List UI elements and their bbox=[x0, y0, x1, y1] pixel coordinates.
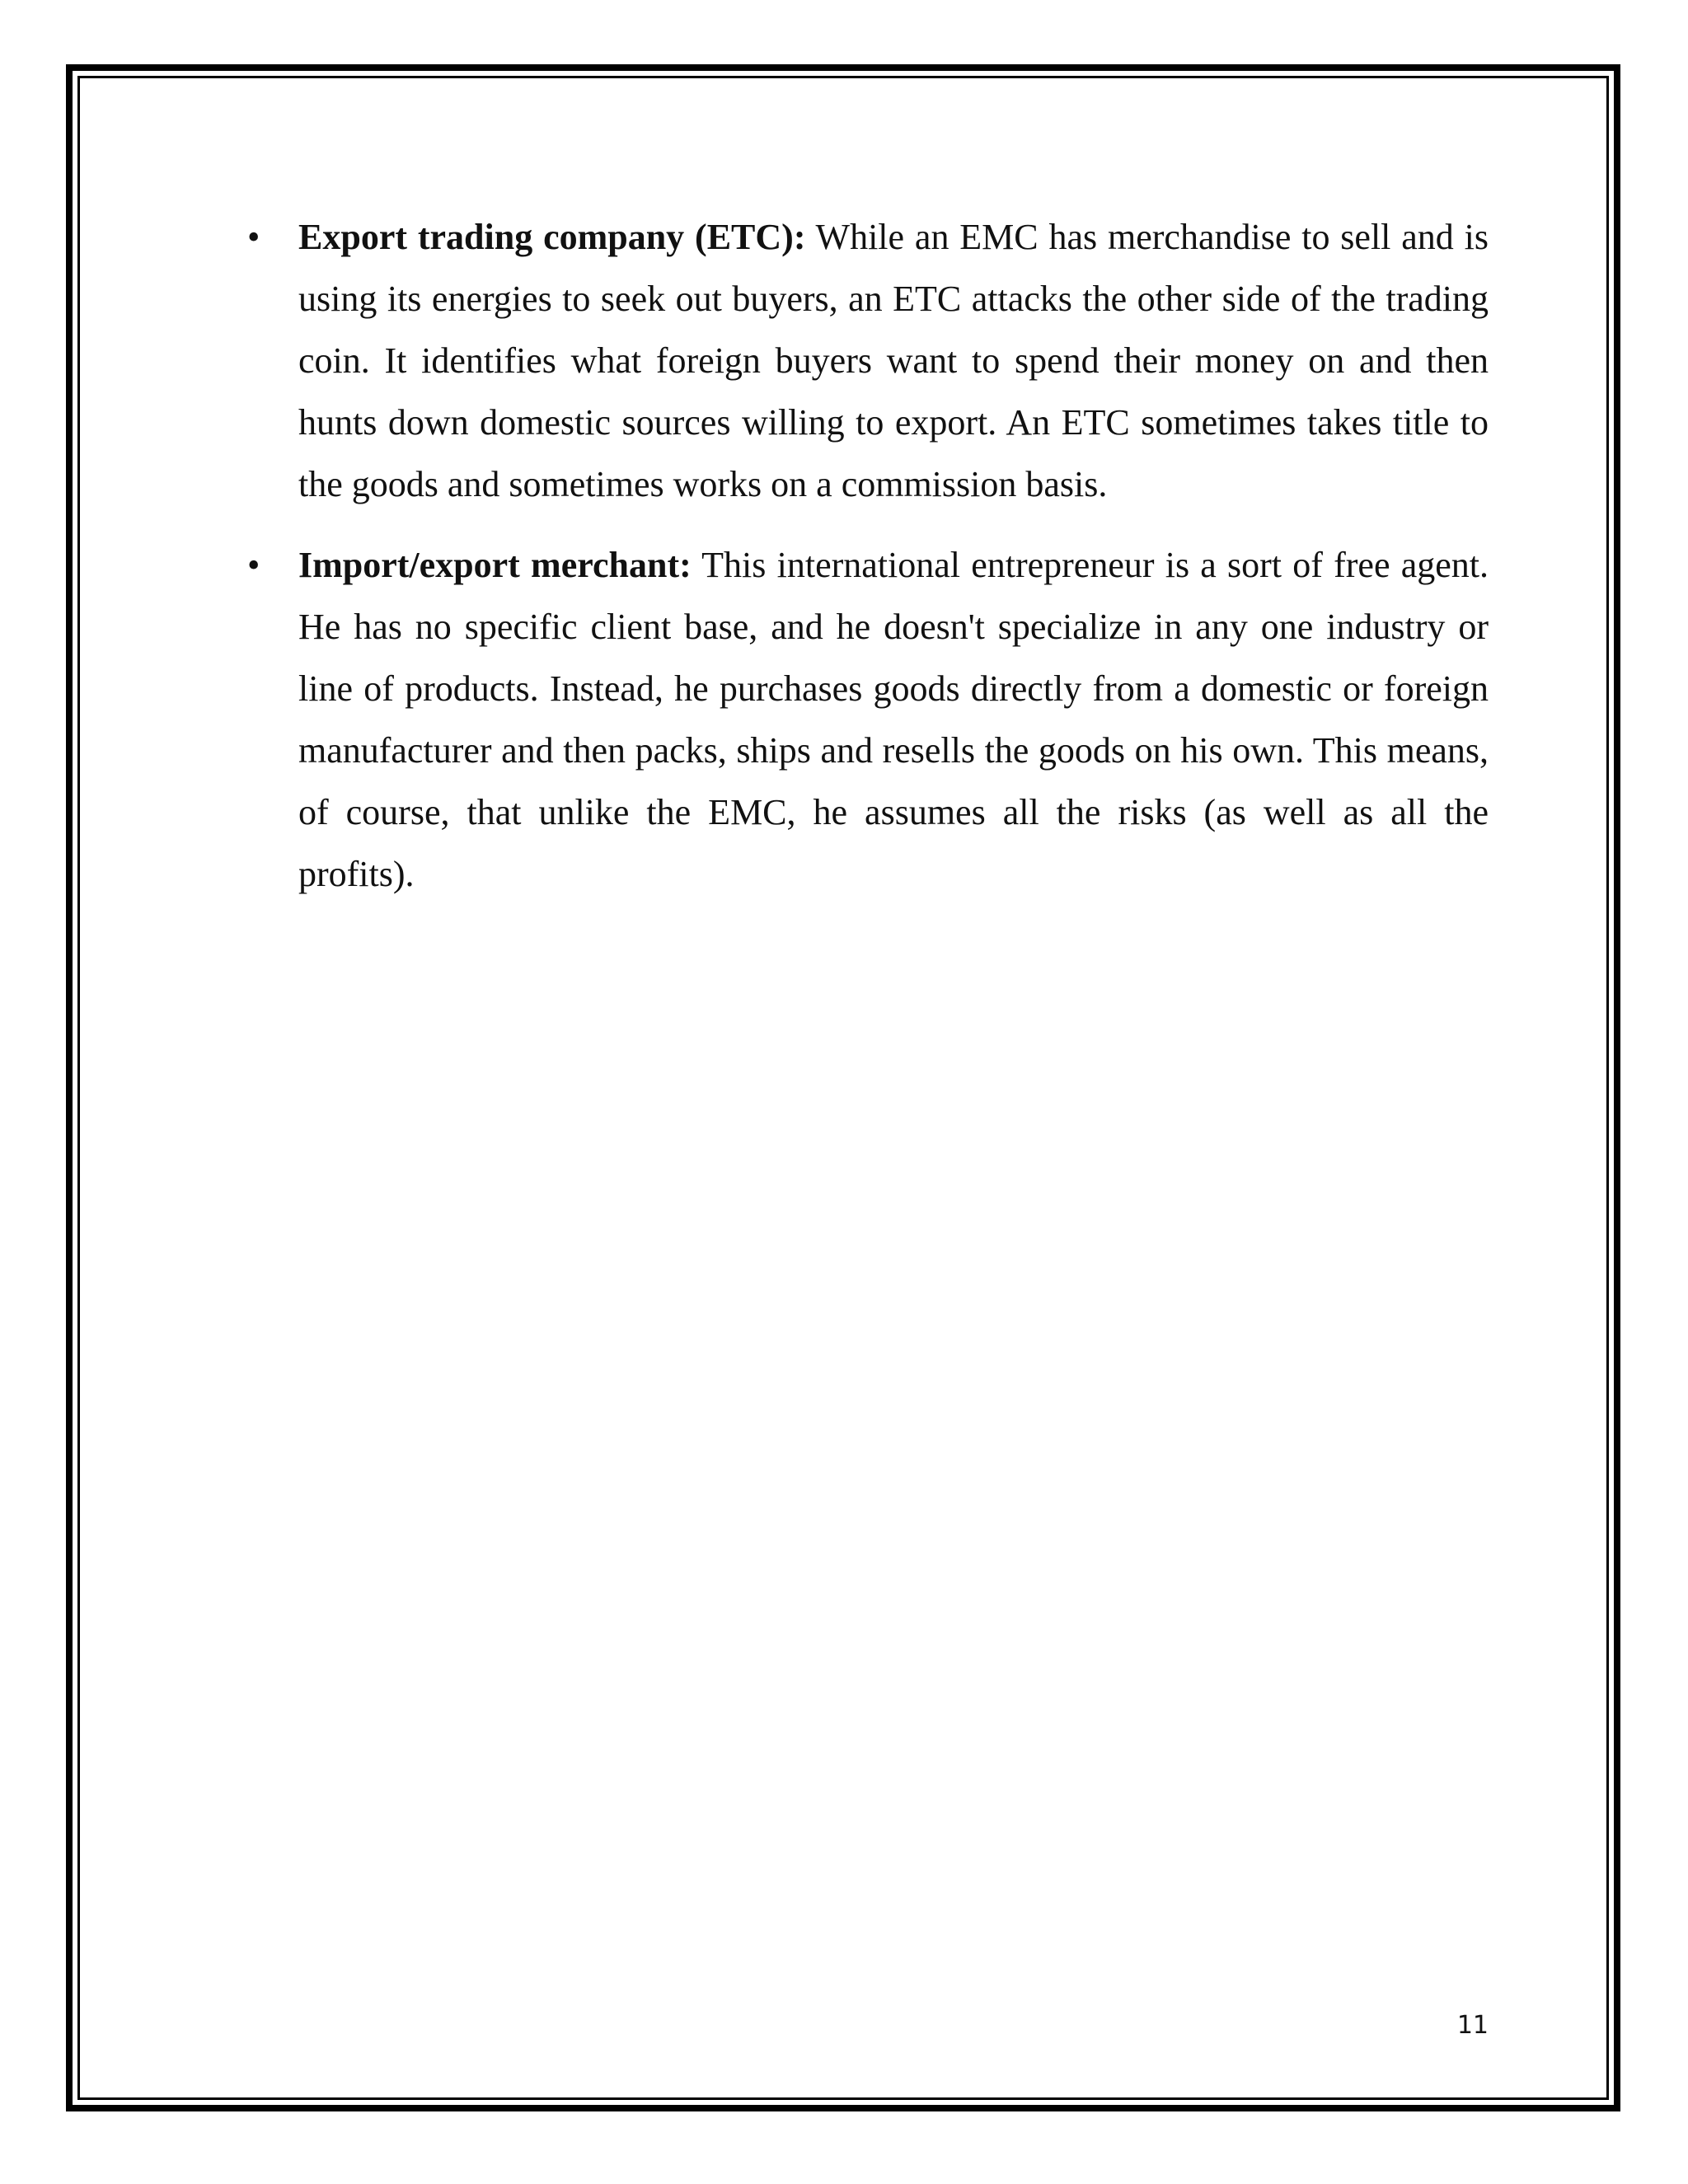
bullet-item-etc bbox=[239, 206, 1489, 515]
bullet-icon: • bbox=[247, 217, 260, 257]
bullet-term: Export trading company (ETC): bbox=[298, 217, 806, 257]
bullet-term: Import/export merchant: bbox=[298, 545, 692, 585]
bullet-text: This international entrepreneur is a sort of free agent. He has no specific client base, and he doesn't specialize in any one industry or line of products. Instead, he purchases goods directly from a domestic or foreign manufacturer and then packs, ships and resells the goods on his own. This means, of course, that unlike the EMC, he assumes all the risks (as well as all the profits). bbox=[298, 545, 1489, 894]
bullet-text: While an EMC has merchandise to sell and is using its energies to seek out buyers, an ETC attacks the other side of the trading coin. It identifies what foreign buyers want to spend their money on and then hunts down domestic sources willing to export. An ETC sometimes takes title to the goods and sometimes works on a commission basis. bbox=[298, 217, 1489, 504]
bullet-icon: • bbox=[247, 545, 260, 585]
page-number: 11 bbox=[1456, 2011, 1489, 2040]
bullet-item-import-export-merchant bbox=[239, 534, 1489, 905]
page-body bbox=[239, 206, 1489, 924]
